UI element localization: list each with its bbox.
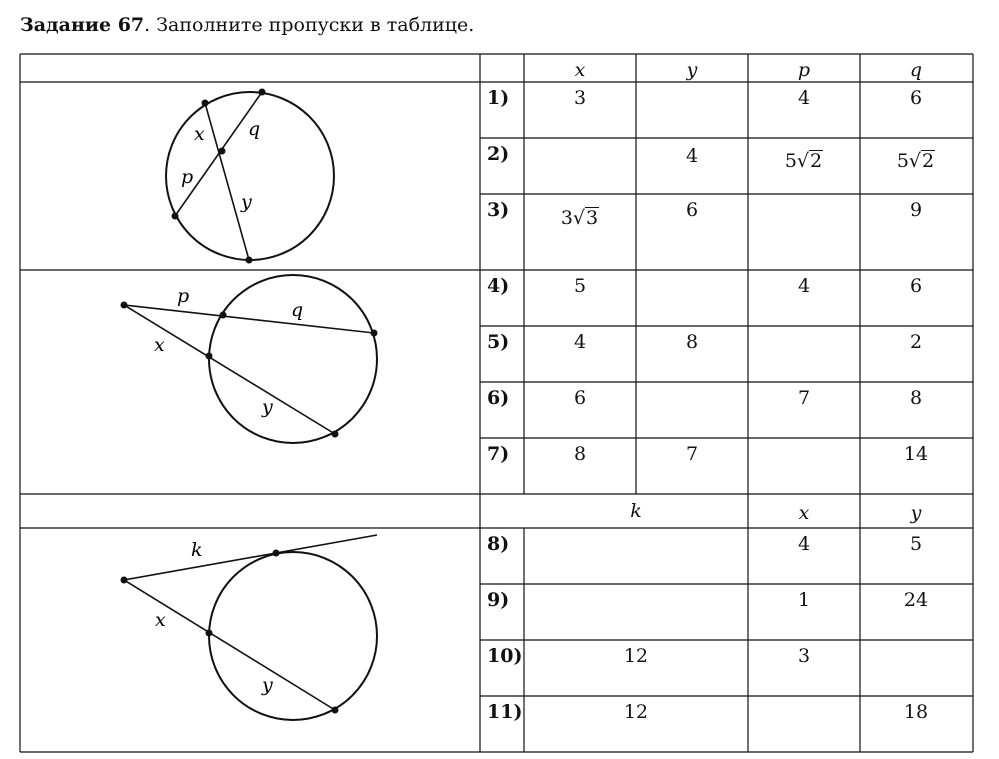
cell-q: 8	[909, 387, 923, 409]
row-number: 9)	[487, 589, 510, 611]
fig1-label-x: x	[194, 123, 205, 145]
fig2-label-p: p	[177, 285, 190, 307]
header-k: k	[630, 500, 642, 522]
cell-p: 4	[797, 87, 811, 109]
cell-q: 6	[909, 275, 923, 297]
header-p: p	[797, 59, 811, 81]
cell-x: 4	[573, 331, 587, 353]
fig2-label-y: y	[262, 396, 273, 418]
cell-q: 6	[909, 87, 923, 109]
cell-y: 6	[685, 199, 699, 221]
fig1-label-p: p	[181, 166, 194, 188]
cell-q: 2	[909, 331, 923, 353]
cell-x: 5	[573, 275, 587, 297]
row-number: 4)	[487, 275, 510, 297]
cell-x: 3√ 3	[560, 207, 599, 229]
cell-p: 7	[797, 387, 811, 409]
row-number: 8)	[487, 533, 510, 555]
figure-tangent-secant	[121, 535, 378, 720]
header-q: q	[909, 59, 923, 81]
figure-two-secants	[121, 275, 378, 443]
cell-x: 3	[797, 645, 811, 667]
cell-q: 14	[903, 443, 929, 465]
cell-x: 3	[573, 87, 587, 109]
circle-3	[209, 552, 377, 720]
fig1-label-y: y	[241, 191, 252, 213]
header-y: y	[686, 59, 698, 81]
cell-x: 6	[573, 387, 587, 409]
cell-p: 4	[797, 275, 811, 297]
row-number: 2)	[487, 143, 510, 165]
cell-y: 7	[685, 443, 699, 465]
row-number: 1)	[487, 87, 510, 109]
row-number: 3)	[487, 199, 510, 221]
chord-x-y	[205, 103, 249, 260]
fig2-label-x: x	[154, 334, 165, 356]
cell-q: 9	[909, 199, 923, 221]
row-number: 5)	[487, 331, 510, 353]
cell-x: 4	[797, 533, 811, 555]
cell-p: 5√ 2	[784, 150, 823, 172]
fig3-label-x: x	[155, 609, 166, 631]
task-number: Задание 67	[20, 14, 145, 36]
cell-q: 5√ 2	[896, 150, 935, 172]
fig1-label-q: q	[248, 118, 261, 140]
cell-y: 5	[909, 533, 923, 555]
row-number: 7)	[487, 443, 510, 465]
fig3-label-k: k	[191, 539, 203, 561]
header-x: x	[574, 59, 586, 81]
header-bottom-y: y	[910, 502, 922, 524]
row-number: 6)	[487, 387, 510, 409]
row-number: 10)	[487, 645, 523, 667]
cell-y: 18	[903, 701, 929, 723]
fig3-label-y: y	[262, 674, 273, 696]
cell-y: 8	[685, 331, 699, 353]
cell-k: 12	[623, 645, 649, 667]
cell-y: 4	[685, 145, 699, 167]
figure-intersecting-chords	[166, 89, 334, 264]
row-number: 11)	[487, 701, 523, 723]
tangent-k	[124, 535, 377, 580]
cell-y: 24	[903, 589, 929, 611]
task-text: . Заполните пропуски в таблице.	[144, 14, 475, 36]
cell-x: 1	[797, 589, 811, 611]
header-bottom-x: x	[798, 502, 810, 524]
cell-x: 8	[573, 443, 587, 465]
cell-k: 12	[623, 701, 649, 723]
fig2-label-q: q	[291, 299, 304, 321]
